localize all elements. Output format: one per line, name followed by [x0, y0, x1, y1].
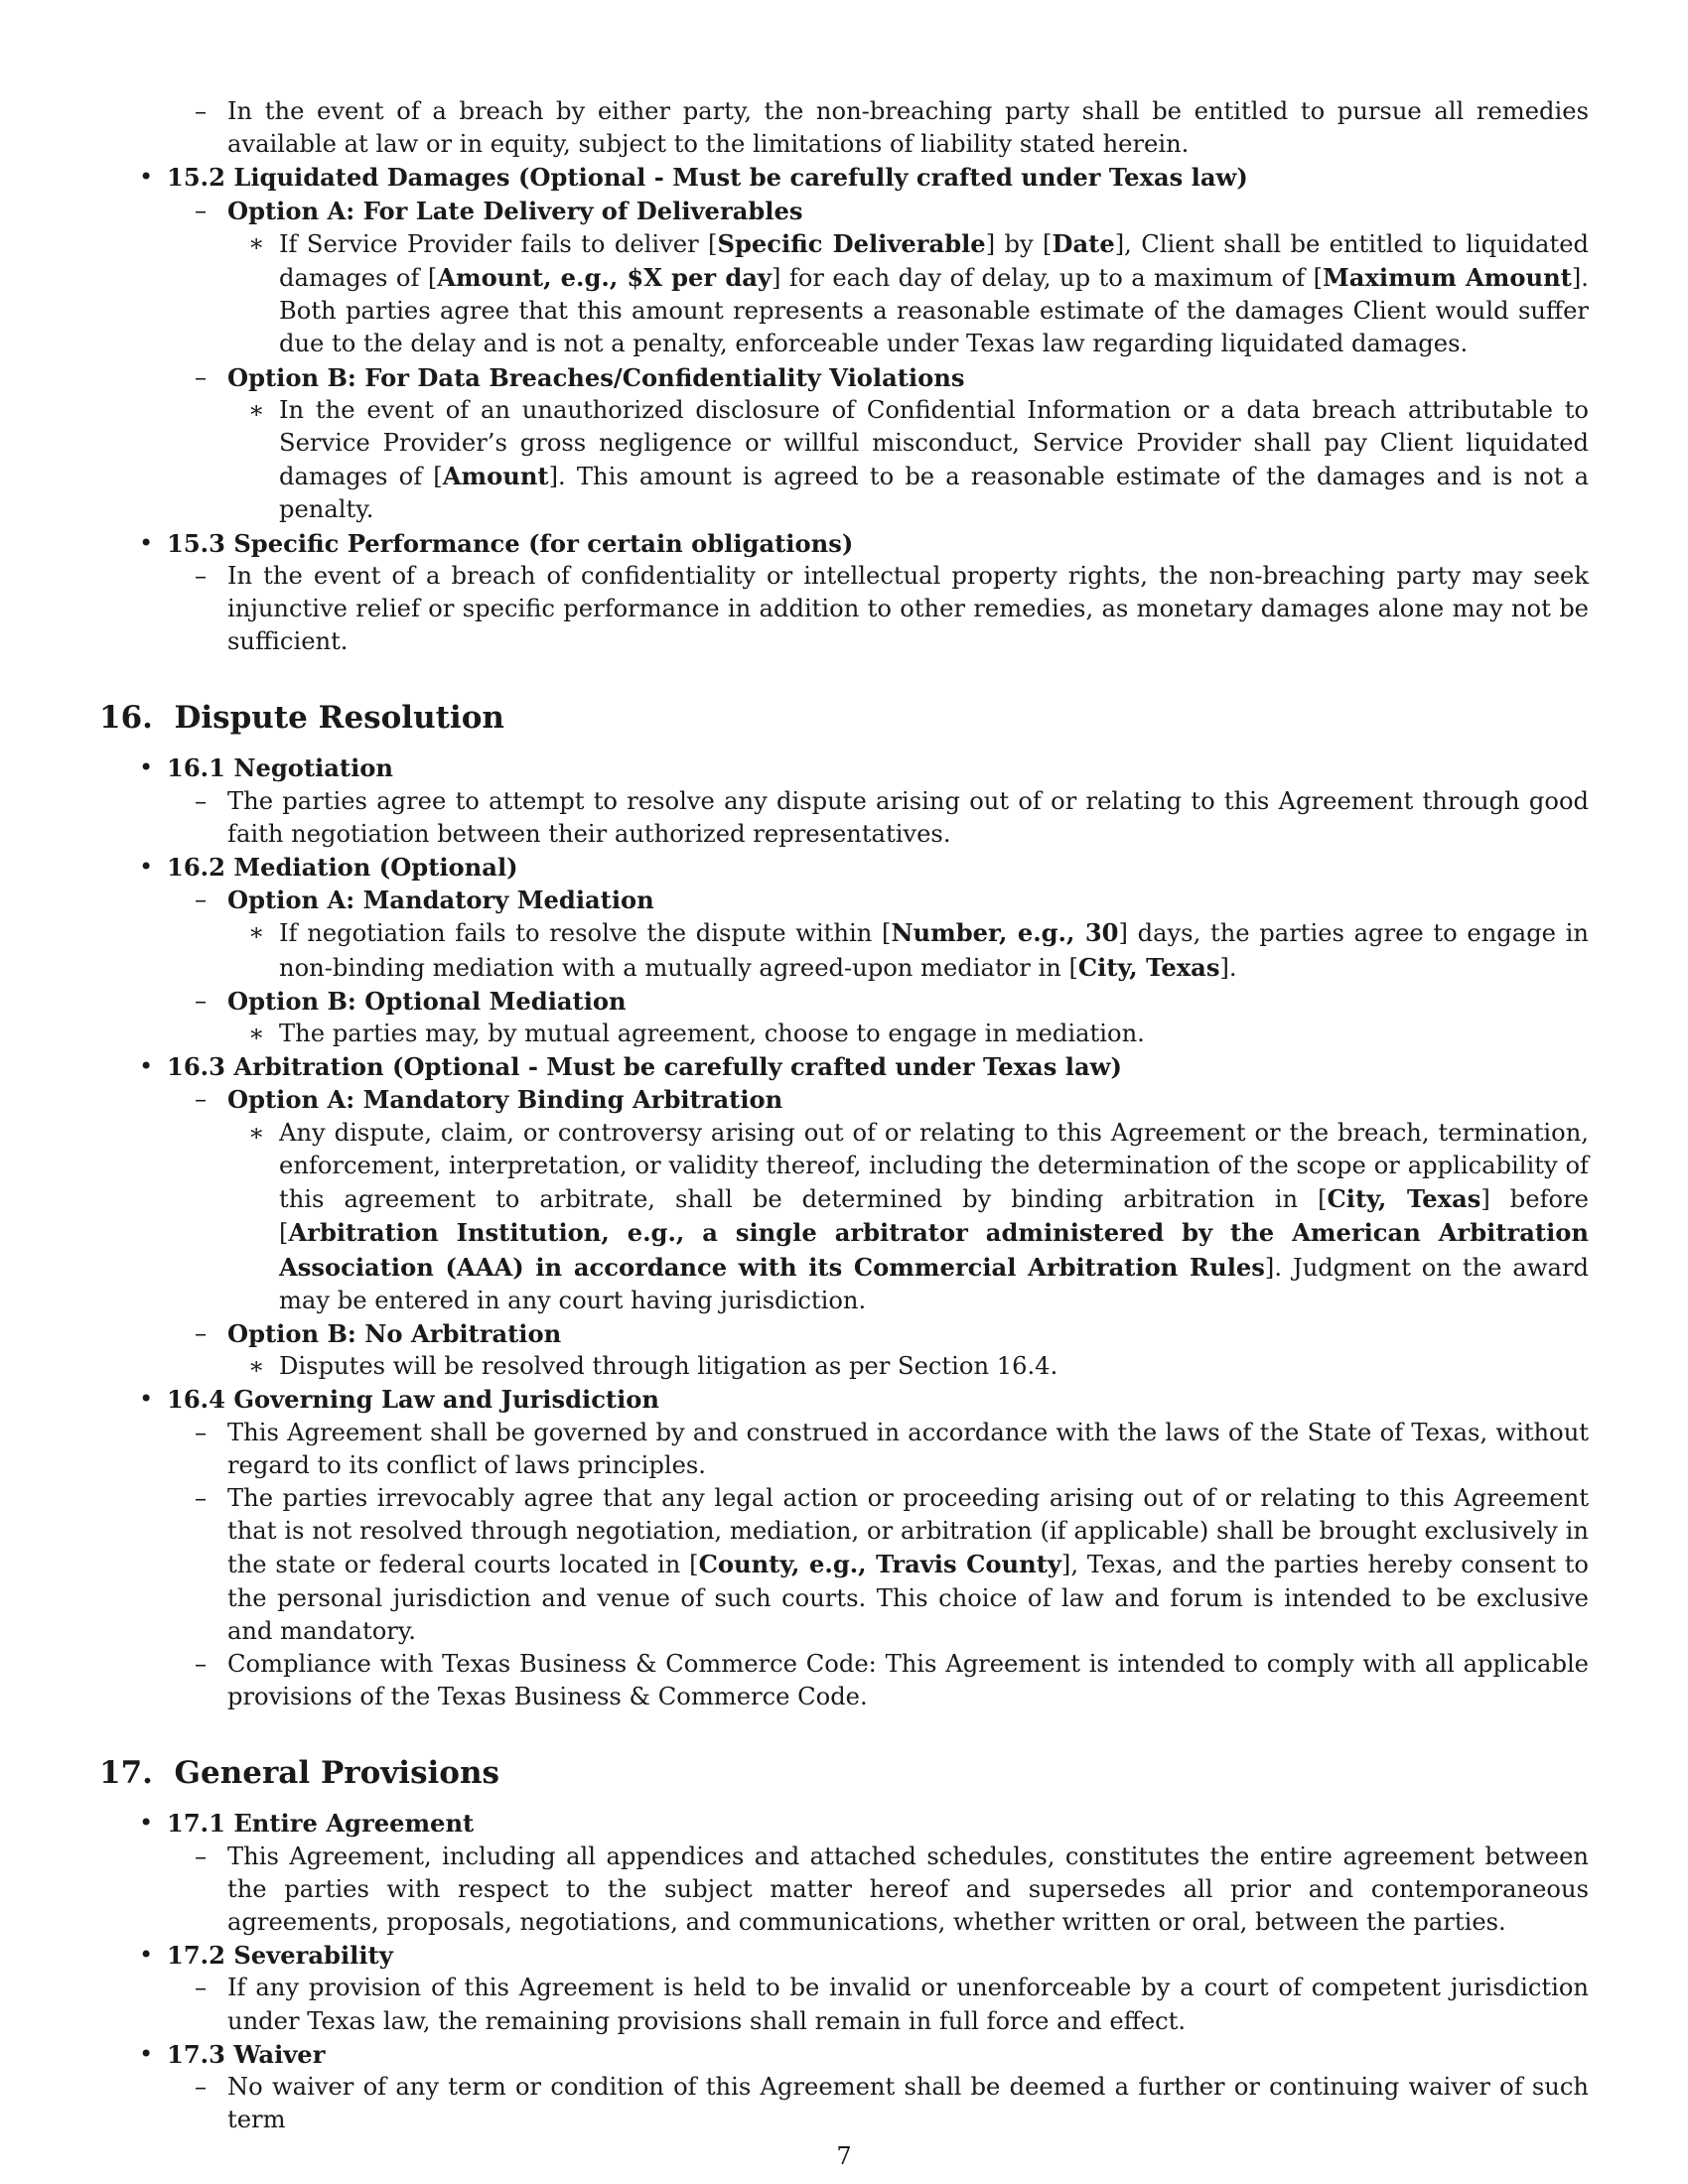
item-text: This Agreement shall be governed by and construed in accordance with the laws of the State of Texas, without regard to its conflict of laws principles. — [227, 1418, 1589, 1479]
item-text: Option B: For Data Breaches/Confidentiality Violations — [227, 362, 965, 392]
item-text: Disputes will be resolved through litigation as per Section 16.4. — [279, 1352, 1058, 1381]
text-run: ]. Both parties agree that this amount represents a reasonable estimate of the damages Client would suffer due to the delay and is not a penalty, enforceable under Texas law regarding liquidated damages. — [279, 264, 1589, 358]
clause-item — [99, 1841, 1589, 1940]
asterisk-marker: ∗ — [248, 918, 265, 947]
clause-item — [99, 1417, 1589, 1482]
subclause-item — [99, 1117, 1589, 1317]
text-run: Any dispute, claim, or controversy arising out of or relating to this Agreement or the breach, termination, enforcement, interpretation, or validity thereof, including the determination of the scope or applicability of this agreement to arbitrate, shall be determined by binding arbitration in [ — [279, 1118, 1589, 1214]
item-text: Option A: Mandatory Mediation — [227, 886, 654, 915]
dash-marker: – — [195, 2072, 208, 2101]
item-text: Option A: For Late Delivery of Deliverables — [227, 196, 803, 225]
item-text — [279, 916, 1589, 984]
item-text: 16.2 Mediation (Optional) — [167, 853, 518, 883]
bullet-marker: • — [139, 1809, 154, 1838]
text-run: If Service Provider fails to deliver [ — [279, 229, 718, 258]
item-text: In the event of a breach by either party, the non-breaching party shall be entitled to pursue all remedies available at law or in equity, subject to the limitations of liability stated herein. — [227, 97, 1589, 159]
subsection-item — [99, 751, 1589, 784]
item-text — [227, 1482, 1589, 1648]
subclause-item — [99, 916, 1589, 984]
placeholder-field: Number, e.g., 30 — [891, 918, 1119, 948]
placeholder-field: City, Texas — [1077, 952, 1220, 982]
item-text: No waiver of any term or condition of this Agreement shall be deemed a further or continuing waiver of such term — [227, 2072, 1589, 2134]
bullet-marker: • — [139, 163, 154, 192]
clause-item — [99, 1482, 1589, 1648]
clause-item — [99, 195, 1589, 227]
placeholder-field: Date — [1052, 228, 1115, 258]
placeholder-field: County, e.g., Travis County — [698, 1550, 1061, 1579]
dash-marker: – — [195, 1974, 208, 2002]
item-text: Compliance with Texas Business & Commerce Code: This Agreement is intended to comply with all applicable provisions of the Texas Business & Commerce Code. — [227, 1649, 1589, 1711]
item-text: The parties agree to attempt to resolve any dispute arising out of or relating to this Agreement through good faith negotiation between their authorized representatives. — [227, 786, 1589, 848]
subclause-item — [99, 227, 1589, 361]
bullet-marker: • — [139, 528, 154, 557]
bullet-marker: • — [139, 1052, 154, 1081]
item-text: 15.3 Specific Performance (for certain obligations) — [167, 528, 854, 558]
subsection-item — [99, 1050, 1589, 1083]
dash-marker: – — [195, 1318, 208, 1347]
dash-marker: – — [195, 986, 208, 1015]
dash-marker: – — [195, 196, 208, 224]
item-text: This Agreement, including all appendices and attached schedules, constitutes the entire agreement between the parties with respect to the subject matter hereof and supersedes all prior and contemporaneous agreements, proposals, negotiations, and communications, whether written or oral, between the parties. — [227, 1842, 1589, 1936]
placeholder-field: City, Texas — [1327, 1184, 1481, 1214]
clause-item — [99, 2071, 1589, 2136]
text-run: ] days, the parties agree to engage in non-binding mediation with a mutually agreed-upon mediator in [ — [279, 919, 1589, 982]
section-title: 17. General Provisions — [99, 1755, 499, 1792]
dash-marker: – — [195, 1483, 208, 1512]
clause-item — [99, 985, 1589, 1018]
clause-item — [99, 785, 1589, 851]
clause-item — [99, 560, 1589, 659]
subsection-item — [99, 1807, 1589, 1840]
text-run: ] before [ — [279, 1185, 1589, 1248]
item-text: The parties may, by mutual agreement, choose to engage in mediation. — [279, 1020, 1145, 1048]
text-run: The parties irrevocably agree that any legal action or proceeding arising out of or relating to this Agreement that is not resolved through negotiation, mediation, or arbitration (if applicable) shall be brought exclusively in the state or federal courts located in [ — [227, 1483, 1589, 1579]
dash-marker: – — [195, 1649, 208, 1678]
dash-marker: – — [195, 1842, 208, 1870]
placeholder-field: Arbitration Institution, e.g., a single arbitrator administered by the American Arbitration Association (AAA) in accordance with its Commercial Arbitration Rules — [279, 1218, 1589, 1282]
bullet-marker: • — [139, 853, 154, 882]
subsection-item — [99, 851, 1589, 884]
dash-marker: – — [195, 97, 208, 125]
subclause-item — [99, 394, 1589, 527]
clause-item — [99, 95, 1589, 161]
item-text: Option A: Mandatory Binding Arbitration — [227, 1085, 783, 1115]
placeholder-field: Maximum Amount — [1323, 263, 1572, 293]
dash-marker: – — [195, 1418, 208, 1446]
bullet-marker: • — [139, 2039, 154, 2068]
text-run: If negotiation fails to resolve the dispute within [ — [279, 919, 892, 948]
bullet-marker: • — [139, 1385, 154, 1414]
placeholder-field: Amount — [442, 462, 549, 491]
item-text: 17.2 Severability — [167, 1941, 393, 1971]
item-text: Option B: Optional Mediation — [227, 986, 627, 1016]
subclause-item — [99, 1018, 1589, 1050]
page-number: 7 — [836, 2142, 852, 2170]
item-text: 16.3 Arbitration (Optional - Must be carefully crafted under Texas law) — [167, 1052, 1122, 1082]
clause-item — [99, 1083, 1589, 1116]
placeholder-field: Amount, e.g., $X per day — [437, 263, 772, 293]
document-body — [99, 95, 1589, 2136]
text-run: ]. Judgment on the award may be entered in any court having jurisdiction. — [279, 1253, 1589, 1314]
dash-marker: – — [195, 1085, 208, 1114]
text-run: ]. — [1219, 953, 1237, 982]
item-text: Option B: No Arbitration — [227, 1318, 562, 1348]
asterisk-marker: ∗ — [248, 1352, 265, 1381]
bullet-marker: • — [139, 1941, 154, 1970]
item-text — [279, 394, 1589, 527]
placeholder-field: Specific Deliverable — [717, 228, 986, 258]
clause-item — [99, 361, 1589, 394]
subsection-item — [99, 1383, 1589, 1416]
asterisk-marker: ∗ — [248, 1118, 265, 1147]
clause-item — [99, 1648, 1589, 1713]
bullet-marker: • — [139, 753, 154, 782]
dash-marker: – — [195, 886, 208, 914]
item-text: 16.4 Governing Law and Jurisdiction — [167, 1385, 659, 1415]
asterisk-marker: ∗ — [248, 1020, 265, 1048]
clause-item — [99, 884, 1589, 916]
item-text: 16.1 Negotiation — [167, 753, 393, 783]
dash-marker: – — [195, 561, 208, 590]
text-run: In the event of an unauthorized disclosure of Confidential Information or a data breach attributable to Service Provider’s gross negligence or willful misconduct, Service Provider shall pay Client liquidated damages of [ — [279, 395, 1589, 491]
text-run: ]. This amount is agreed to be a reasonable estimate of the damages and is not a penalty. — [279, 463, 1589, 524]
section-heading — [99, 1753, 1589, 1793]
dash-marker: – — [195, 786, 208, 815]
dash-marker: – — [195, 362, 208, 391]
clause-item — [99, 1972, 1589, 2037]
subsection-item — [99, 161, 1589, 194]
section-title: 16. Dispute Resolution — [99, 700, 504, 737]
clause-item — [99, 1317, 1589, 1350]
item-text — [279, 1117, 1589, 1317]
subsection-item — [99, 2038, 1589, 2071]
asterisk-marker: ∗ — [248, 228, 265, 257]
item-text — [279, 227, 1589, 361]
item-text: If any provision of this Agreement is held to be invalid or unenforceable by a court of competent jurisdiction under Texas law, the remaining provisions shall remain in full force and effect. — [227, 1974, 1589, 2035]
subclause-item — [99, 1350, 1589, 1383]
text-run: ], Texas, and the parties hereby consent to the personal jurisdiction and venue of such courts. This choice of law and forum is intended to be exclusive and mandatory. — [227, 1551, 1589, 1645]
text-run: ] for each day of delay, up to a maximum of [ — [771, 264, 1324, 293]
item-text: 17.3 Waiver — [167, 2039, 326, 2069]
text-run: ], Client shall be entitled to liquidated damages of [ — [279, 229, 1589, 293]
asterisk-marker: ∗ — [248, 395, 265, 424]
item-text: 15.2 Liquidated Damages (Optional - Must be carefully crafted under Texas law) — [167, 163, 1248, 193]
subsection-item — [99, 1939, 1589, 1972]
item-text: In the event of a breach of confidentiality or intellectual property rights, the non-breaching party may seek injunctive relief or specific performance in addition to other remedies, as monetary damages alone may not be sufficient. — [227, 561, 1589, 656]
text-run: ] by [ — [985, 229, 1053, 258]
item-text: 17.1 Entire Agreement — [167, 1809, 475, 1839]
subsection-item — [99, 527, 1589, 560]
section-heading — [99, 698, 1589, 738]
